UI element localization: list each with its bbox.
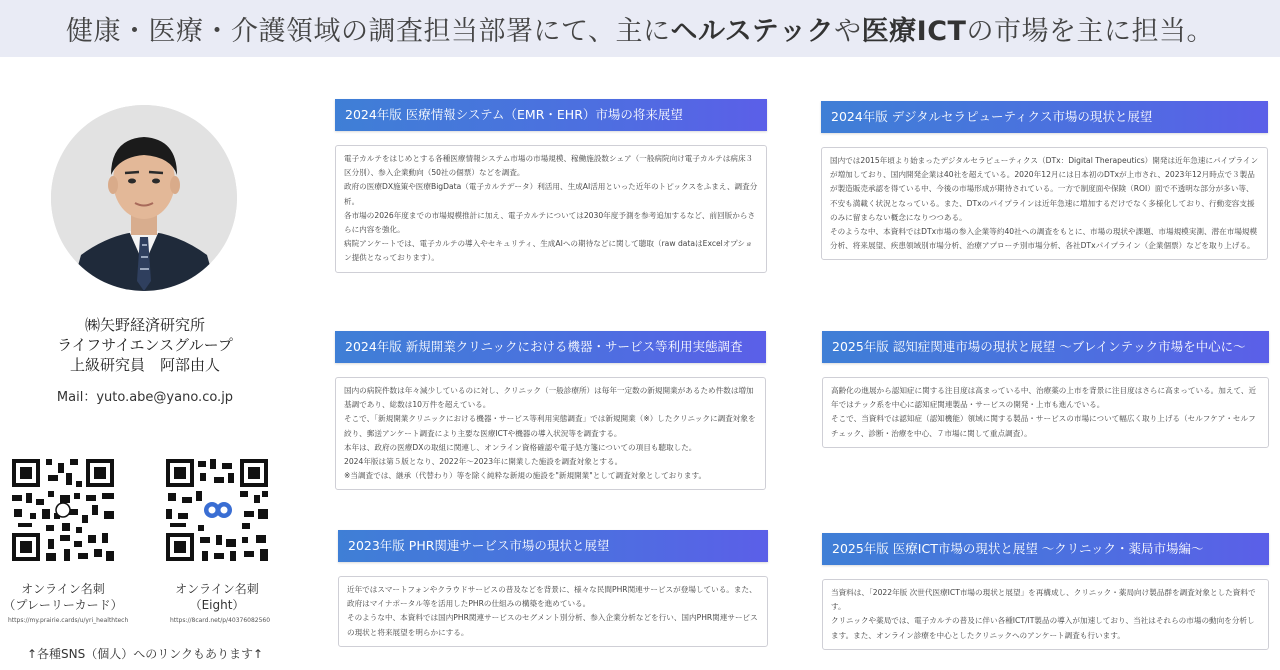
report-description: [821, 147, 1268, 260]
headline-strong-ict: 医療ICT: [861, 16, 967, 47]
sns-note: ↑各種SNS（個人）へのリンクもあります↑: [26, 647, 264, 661]
qr-url-eight[interactable]: https://8card.net/p/40376082560: [170, 617, 271, 624]
qr-code-eight[interactable]: [162, 455, 272, 565]
report-paragraph: そのような中、本資料ではDTx市場の参入企業等約40社への調査をもとに、市場の現状や課題、市場規模実測、潜在市場規模分析、将来展望、疾患領域別市場分析、治療アプローチ別市場分析、各社DTxパイプライン（企業個票）などを取り上げる。: [830, 227, 1258, 251]
report-card-medical-ict: [822, 533, 1269, 650]
qr-caption-line: （プレーリーカード）: [3, 598, 123, 612]
qr-caption-prairie: [0, 581, 133, 613]
headline-suffix: の市場を主に担当。: [966, 16, 1214, 47]
qr-code-prairie[interactable]: [8, 455, 118, 565]
report-card-dtx: [821, 101, 1268, 260]
report-paragraph: 高齢化の進展から認知症に関する注目度は高まっている中、治療薬の上市を背景に注目度はさらに高まっている。加えて、近年ではテック系を中心に認知症関連製品・サービスの開発・上市も進んでいる。: [831, 386, 1257, 410]
headline-banner: [0, 0, 1280, 57]
headline-strong-healthtech: ヘルステック: [670, 16, 835, 47]
report-title[interactable]: 2025年版 医療ICT市場の現状と展望 ～クリニック・薬局市場編～: [822, 533, 1269, 565]
profile-photo: [51, 105, 237, 291]
report-paragraph: 近年ではスマートフォンやクラウドサービスの普及などを背景に、様々な民間PHR関連サービスが登場している。また、政府はマイナポータル等を活用したPHRの仕組みの構築を進めている。: [347, 585, 757, 609]
portrait-illustration: [51, 105, 237, 291]
report-paragraph: 本年は、政府の医療DXの取組に関連し、オンライン資格確認や電子処方箋についての項目も聴取した。: [344, 442, 697, 452]
profile-panel: [0, 57, 290, 670]
report-paragraph: 国内の病院件数は年々減少しているのに対し、クリニック（一般診療所）は毎年一定数の新規開業があるため件数は増加基調であり、総数は10万件を超えている。: [344, 386, 754, 410]
mail-address[interactable]: Mail：yuto.abe@yano.co.jp: [56, 390, 234, 405]
report-title[interactable]: 2024年版 新規開業クリニックにおける機器・サービス等利用実態調査: [335, 331, 766, 363]
report-paragraph: クリニックや薬局では、電子カルテの普及に伴い各種ICT/IT製品の導入が加速しており、当社はそれらの市場の動向を分析します。また、オンライン診療を中心としたクリニックへのアンケート調査も行います。: [831, 616, 1255, 640]
qr-caption-line: オンライン名刺: [21, 582, 105, 596]
profile-name-block: [0, 315, 290, 375]
qr-code-icon: [8, 455, 118, 565]
report-paragraph: 各市場の2026年度までの市場規模推計に加え、電子カルテについては2030年度予測を参考追加するなど、前回版からさらに内容を強化。: [344, 210, 756, 235]
qr-code-icon: [162, 455, 272, 565]
headline-middle: や: [834, 16, 862, 47]
report-description: [822, 377, 1269, 448]
report-paragraph: そのような中、本資料では国内PHR関連サービスのセグメント別分析、参入企業分析などを行い、国内PHR関連サービスの現状と将来展望を明らかにする。: [347, 613, 758, 637]
report-paragraph: 電子カルテをはじめとする各種医療情報システム市場の市場規模、稼働施設数シェア（一般病院向け電子カルテは病床３区分別）、参入企業動向（50社の個票）などを調査。: [344, 154, 754, 178]
report-title[interactable]: 2024年版 デジタルセラピューティクス市場の現状と展望: [821, 101, 1268, 133]
report-description: [335, 377, 766, 490]
report-title[interactable]: 2024年版 医療情報システム（EMR・EHR）市場の将来展望: [335, 99, 767, 131]
report-paragraph: 当資料は、「2022年版 次世代医療ICT市場の現状と展望」を再構成し、クリニック・薬局向け製品群を調査対象とした資料です。: [831, 588, 1256, 612]
report-paragraph: 病院アンケートでは、電子カルテの導入やセキュリティ、生成AIへの期待などに関して聴取（raw dataはExcelオプション提供となっております）。: [344, 239, 753, 263]
report-paragraph: 国内では2015年頃より始まったデジタルセラピューティクス（DTx：Digital Therapeutics）開発は近年急速にパイプラインが増加しており、国内開発企業は40社を超えている。2020年12月には日本初のDTxが上市され、2023年12月時点で３製品が製造販売承認を得ている中、今後の市場形成が期待されている。一方で制度面や保険（ROI）面で不透明な部分が多い等、不安も満載く状況となっている。また、DTxのパイプラインは近年急速に増加するだけでなく多様化しており、行動変容支援のみに留まらない概念になりつつある。: [830, 156, 1259, 222]
group-name: ライフサイエンスグループ: [57, 336, 233, 354]
report-card-new-clinic: [335, 331, 766, 490]
report-card-emr-ehr: [335, 99, 767, 273]
qr-caption-eight: [147, 581, 287, 613]
report-description: [338, 576, 768, 647]
report-card-dementia: [822, 331, 1269, 448]
qr-url-prairie[interactable]: https://my.prairie.cards/u/yri_healthtech: [8, 617, 129, 624]
report-description: [335, 145, 767, 273]
report-paragraph: 政府の医療DX施策や医療BigData（電子カルテデータ）利活用、生成AI活用といった近年のトピックスをふまえ、調査分析。: [344, 182, 758, 206]
report-title[interactable]: 2025年版 認知症関連市場の現状と展望 ～ブレインテック市場を中心に～: [822, 331, 1269, 363]
qr-caption-line: オンライン名刺: [175, 582, 259, 596]
report-description: [822, 579, 1269, 650]
researcher-title: 上級研究員 阿部由人: [69, 356, 220, 374]
report-paragraph: ※当調査では、継承（代替わり）等を除く純粋な新規の施設を"新規開業"として調査対象としております。: [344, 471, 707, 481]
report-title[interactable]: 2023年版 PHR関連サービス市場の現状と展望: [338, 530, 768, 562]
company-name: ㈱矢野経済研究所: [84, 316, 205, 334]
report-paragraph: 2024年版は第５版となり、2022年～2023年に開業した施設を調査対象とする。: [344, 457, 623, 467]
qr-caption-line: （Eight）: [189, 598, 245, 612]
report-paragraph: そこで、当資料では認知症（認知機能）領域に関する製品・サービスの市場について幅広く取り上げる（セルフケア・セルフチェック、診断・治療を中心、７市場に関して重点調査）。: [831, 414, 1256, 438]
report-card-phr: [338, 530, 768, 647]
report-paragraph: そこで、「新規開業クリニックにおける機器・サービス等利用実態調査」では新規開業（※）したクリニックに調査対象を絞り、郵送アンケート調査により主要な医療ICTや機器の導入状況等を調査する。: [344, 414, 756, 438]
headline-prefix: 健康・医療・介護領域の調査担当部署にて、主に: [66, 16, 671, 47]
